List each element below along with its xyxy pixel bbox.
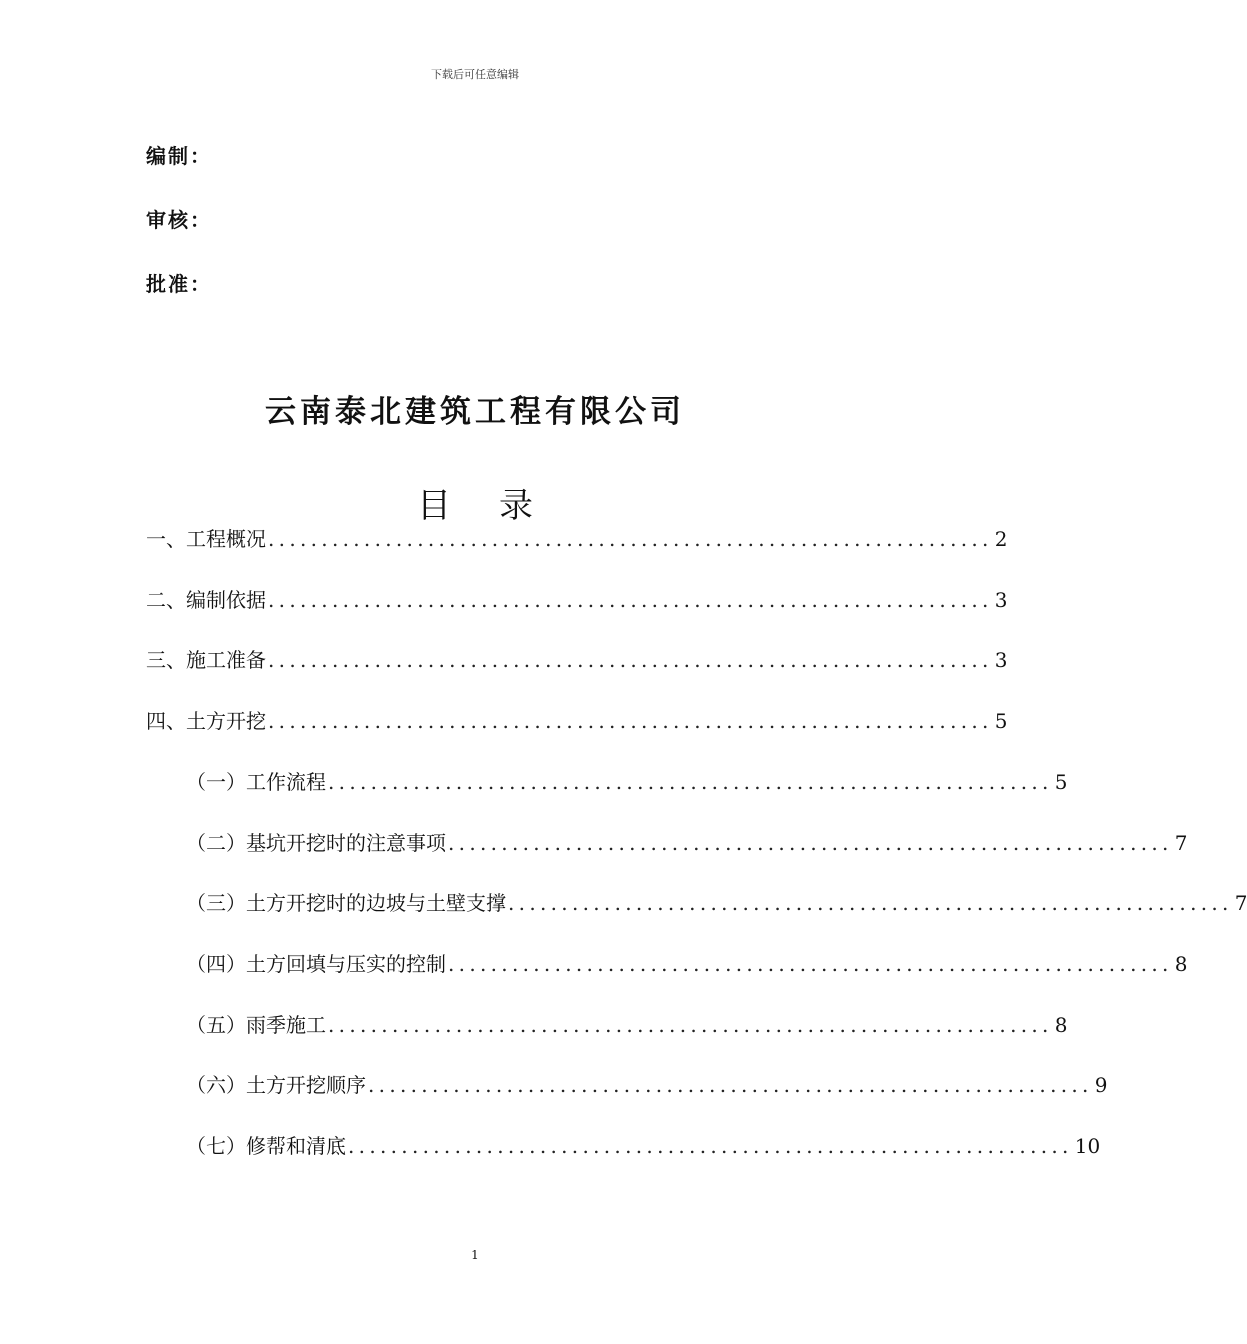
toc-entry-label: （一）工作流程: [186, 770, 326, 794]
toc-entry-label: （四）土方回填与压实的控制: [186, 952, 446, 976]
toc-entry-page: 5: [1054, 770, 1068, 794]
toc-entry-page: 10: [1074, 1134, 1101, 1158]
toc-entry[interactable]: [186, 1070, 1108, 1100]
toc-leader-dots: ....................................................................: [268, 709, 993, 733]
toc-leader-dots: ....................................................................: [268, 648, 993, 672]
toc-entry[interactable]: [146, 585, 1008, 615]
toc-entry-page: 5: [994, 709, 1008, 733]
toc-title-right: 录: [499, 486, 533, 526]
toc-entry[interactable]: [186, 888, 1247, 918]
toc-leader-dots: ....................................................................: [368, 1073, 1093, 1097]
toc-entry-page: 7: [1234, 891, 1247, 915]
toc-title: [0, 478, 950, 527]
toc-leader-dots: ....................................................................: [268, 527, 993, 551]
toc-leader-dots: ....................................................................: [448, 831, 1173, 855]
toc-entry[interactable]: [186, 949, 1188, 979]
toc-entry-page: 8: [1054, 1013, 1068, 1037]
toc-entry-label: 二、编制依据: [146, 588, 266, 612]
toc-entry-label: （三）土方开挖时的边坡与土壁支撑: [186, 891, 506, 915]
toc-entry[interactable]: [146, 524, 1008, 554]
page-number: 1: [471, 1248, 479, 1262]
toc-entry[interactable]: [146, 706, 1008, 736]
toc-entry-label: （五）雨季施工: [186, 1013, 326, 1037]
toc-entry-label: （二）基坑开挖时的注意事项: [186, 831, 446, 855]
toc-entry-label: （七）修帮和清底: [186, 1134, 346, 1158]
toc-leader-dots: ....................................................................: [508, 891, 1233, 915]
toc-entry-label: 三、施工准备: [146, 648, 266, 672]
toc-entry-label: 四、土方开挖: [146, 709, 266, 733]
toc-leader-dots: ....................................................................: [328, 1013, 1053, 1037]
toc-entry[interactable]: [186, 767, 1068, 797]
toc-title-left: 目: [417, 486, 451, 526]
toc-entry-page: 7: [1174, 831, 1188, 855]
toc-entry[interactable]: [186, 1131, 1101, 1161]
toc-entry-label: （六）土方开挖顺序: [186, 1073, 366, 1097]
toc-leader-dots: ....................................................................: [448, 952, 1173, 976]
reviewed-by-label: 审核：: [146, 208, 212, 232]
company-name: 云南泰北建筑工程有限公司: [265, 394, 685, 430]
toc-entry-page: 2: [994, 527, 1008, 551]
toc-entry-page: 3: [994, 588, 1008, 612]
toc-entry[interactable]: [146, 645, 1008, 675]
toc-entry[interactable]: [186, 828, 1188, 858]
toc-leader-dots: ....................................................................: [268, 588, 993, 612]
toc-entry[interactable]: [186, 1010, 1068, 1040]
toc-entry-label: 一、工程概况: [146, 527, 266, 551]
toc-entry-page: 3: [994, 648, 1008, 672]
approved-by-label: 批准：: [146, 272, 212, 296]
toc-entry-page: 9: [1094, 1073, 1108, 1097]
header-note: 下载后可任意编辑: [431, 68, 519, 81]
toc-leader-dots: ....................................................................: [328, 770, 1053, 794]
toc-leader-dots: ....................................................................: [348, 1134, 1073, 1158]
compiled-by-label: 编制：: [146, 144, 212, 168]
toc-entry-page: 8: [1174, 952, 1188, 976]
